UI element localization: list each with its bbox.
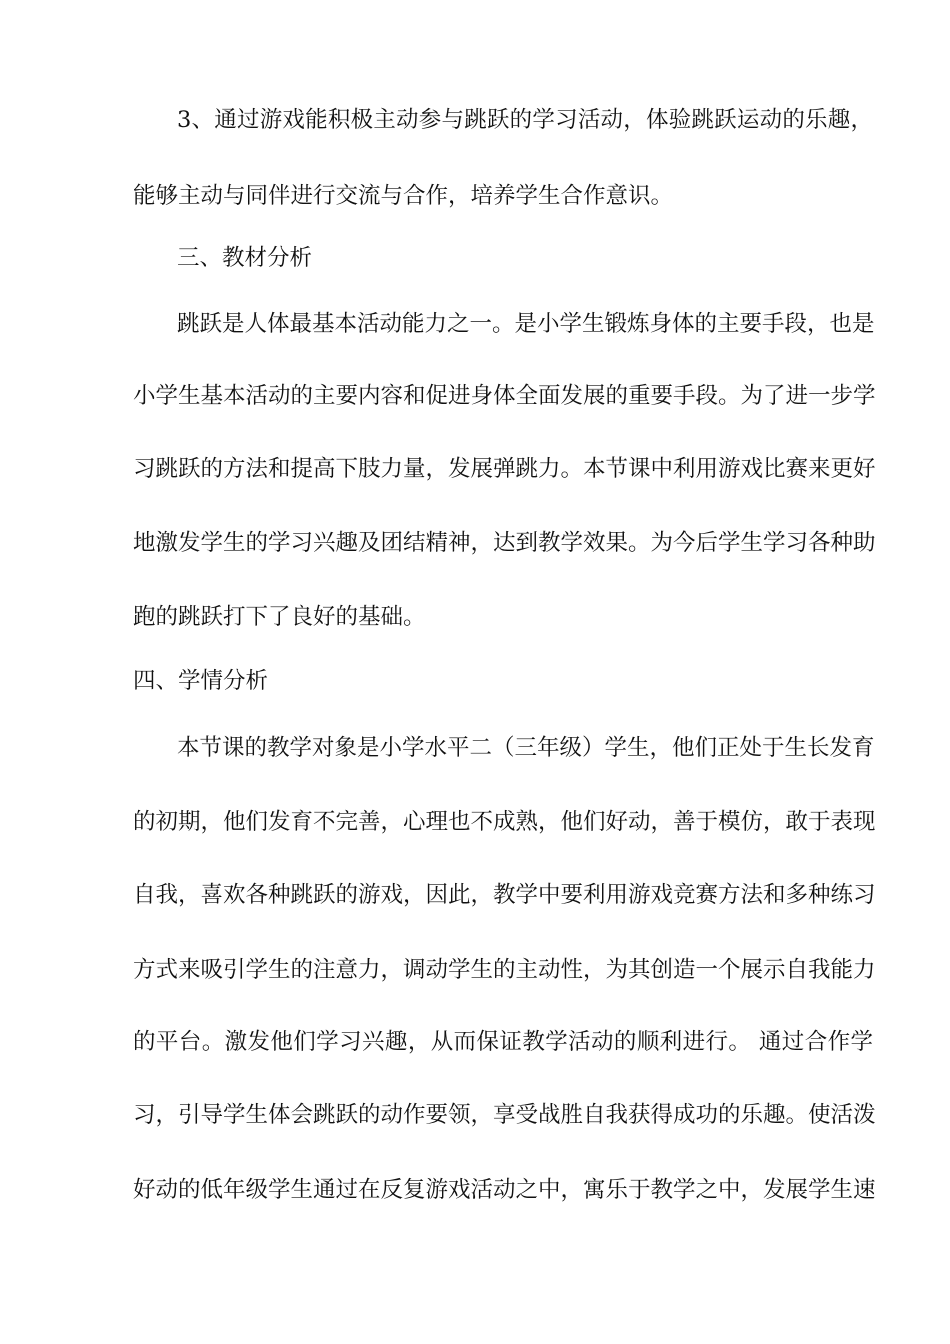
textbook-analysis-line-1: 跳跃是人体最基本活动能力之一。是小学生锻炼身体的主要手段，也是 <box>177 311 875 337</box>
student-analysis-line-3: 自我，喜欢各种跳跃的游戏，因此，教学中要利用游戏竞赛方法和多种练习 <box>133 882 876 908</box>
goal-3-line-2: 能够主动与同伴进行交流与合作，培养学生合作意识。 <box>133 183 674 209</box>
textbook-analysis-line-5: 跑的跳跃打下了良好的基础。 <box>133 604 426 630</box>
student-analysis-line-1: 本节课的教学对象是小学水平二（三年级）学生，他们正处于生长发育 <box>177 735 875 761</box>
student-analysis-line-6: 习，引导学生体会跳跃的动作要领，享受战胜自我获得成功的乐趣。使活泼 <box>133 1102 876 1128</box>
student-analysis-line-4: 方式来吸引学生的注意力，调动学生的主动性，为其创造一个展示自我能力 <box>133 957 876 983</box>
student-analysis-line-5: 的平台。激发他们学习兴趣，从而保证教学活动的顺利进行。 通过合作学 <box>133 1029 873 1055</box>
student-analysis-line-7: 好动的低年级学生通过在反复游戏活动之中，寓乐于教学之中，发展学生速 <box>133 1177 876 1203</box>
student-analysis-line-2: 的初期，他们发育不完善，心理也不成熟，他们好动，善于模仿，敢于表现 <box>133 809 876 835</box>
goal-3-line-1: 3、通过游戏能积极主动参与跳跃的学习活动，体验跳跃运动的乐趣， <box>177 107 873 133</box>
textbook-analysis-line-2: 小学生基本活动的主要内容和促进身体全面发展的重要手段。为了进一步学 <box>133 383 876 409</box>
textbook-analysis-line-4: 地激发学生的学习兴趣及团结精神，达到教学效果。为今后学生学习各种助 <box>133 530 876 556</box>
textbook-analysis-line-3: 习跳跃的方法和提高下肢力量，发展弹跳力。本节课中利用游戏比赛来更好 <box>133 456 876 482</box>
section-heading-textbook-analysis: 三、教材分析 <box>177 245 313 271</box>
section-heading-student-analysis: 四、学情分析 <box>133 668 269 694</box>
